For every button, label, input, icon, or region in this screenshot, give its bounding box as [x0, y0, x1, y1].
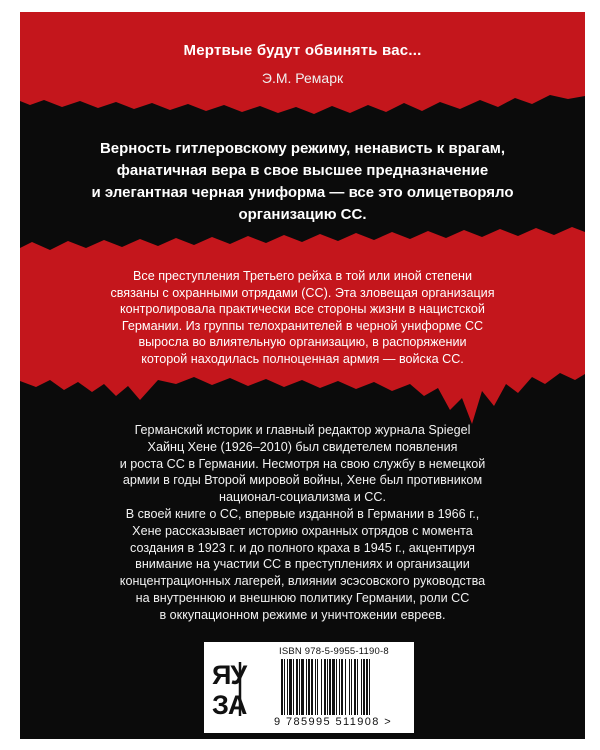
red-line: Все преступления Третьего рейха в той или иной степени: [133, 269, 472, 283]
logo-text-bottom: ЗА: [212, 690, 247, 718]
barcode-bar: [284, 659, 285, 715]
author-paragraph: [20, 422, 585, 506]
epigraph-author: Э.М. Ремарк: [261, 70, 344, 86]
epigraph-quote: Мертвые будут обвинять вас...: [183, 42, 422, 59]
barcode-panel: [204, 642, 414, 733]
paragraph-line: создания в 1923 г. и до полного краха в 1945 г., акцентируя: [130, 540, 475, 555]
barcode-bar: [301, 659, 304, 715]
paragraph-line: национал-социализма и СС.: [219, 490, 386, 505]
barcode-bar: [366, 659, 368, 715]
paragraph-line: Хайнц Хене (1926–2010) был свидетелем появления: [147, 439, 458, 454]
barcode-bar: [296, 659, 298, 715]
paragraph-line: Германский историк и главный редактор журнала Spiegel: [134, 423, 471, 437]
barcode-bar: [329, 659, 331, 715]
lead-line: Верность гитлеровскому режиму, ненависть к врагам,: [99, 140, 506, 157]
paragraph-line: концентрационных лагерей, влиянии эсэсовского руководства: [119, 574, 486, 589]
barcode-bar: [357, 659, 358, 715]
paragraph-line: Хене рассказывает историю охранных отрядов с момента: [132, 523, 473, 538]
paragraph-line: на внутреннюю и внешнюю политику Германии, роли СС: [135, 590, 470, 605]
barcode-bar: [308, 659, 310, 715]
barcode-bars: [280, 659, 406, 717]
barcode-bar: [289, 659, 292, 715]
lead-paragraph: [20, 138, 585, 226]
barcode-bar: [361, 659, 362, 715]
barcode-bar: [349, 659, 350, 715]
barcode-bar: [336, 659, 337, 715]
red-line: контролировала практически все стороны жизни в нацистской: [120, 302, 485, 317]
barcode-bar: [317, 659, 318, 715]
red-torn-bands: [20, 12, 585, 739]
barcode-bar: [321, 659, 322, 715]
barcode-bar: [287, 659, 288, 715]
barcode-bar: [369, 659, 370, 715]
barcode-digits: 9 785995 511908 >: [274, 716, 393, 728]
lead-line: фанатичная вера в свое высшее предназначение: [116, 162, 489, 179]
lead-line: организацию СС.: [238, 206, 367, 223]
barcode-bar: [354, 659, 356, 715]
paragraph-line: армии в годы Второй мировой войны, Хене был противником: [122, 473, 483, 488]
barcode-bar: [324, 659, 326, 715]
red-band-paragraph: [20, 268, 585, 368]
logo-text-top: ЯУ: [212, 660, 247, 690]
paragraph-line: В своей книге о СС, впервые изданной в Германии в 1966 г.,: [125, 507, 480, 521]
barcode-bar: [306, 659, 307, 715]
barcode-bar: [293, 659, 294, 715]
book-paragraph: [20, 506, 585, 624]
lead-line: и элегантная черная униформа — все это олицетворяло: [91, 184, 514, 201]
red-line: связаны с охранными отрядами (СС). Эта зловещая организация: [110, 285, 495, 300]
barcode-bar: [315, 659, 316, 715]
top-red-band: [20, 12, 585, 114]
red-line: Германии. Из группы телохранителей в черной униформе СС: [121, 318, 484, 333]
red-line: выросла во влиятельную организацию, в распоряжении: [138, 335, 467, 350]
paragraph-line: внимание на участии СС в преступлениях и организации: [135, 557, 470, 572]
paragraph-line: в оккупационном режиме и уничтожении евреев.: [159, 607, 446, 622]
book-back-cover: [20, 12, 585, 739]
barcode-bar: [351, 659, 352, 715]
barcode-bar: [327, 659, 328, 715]
publisher-logo: [210, 656, 268, 718]
paragraph-line: и роста СС в Германии. Несмотря на свою службу в немецкой: [119, 456, 486, 471]
isbn-text: ISBN 978-5-9955-1190-8: [279, 646, 389, 657]
barcode-bar: [299, 659, 300, 715]
red-line: которой находилась полноценная армия — войска СС.: [141, 351, 464, 366]
barcode-bar: [363, 659, 365, 715]
barcode-bar: [341, 659, 343, 715]
barcode-bar: [281, 659, 283, 715]
barcode-bar: [332, 659, 335, 715]
barcode-bar: [311, 659, 313, 715]
barcode-bar: [345, 659, 346, 715]
barcode-bar: [339, 659, 340, 715]
